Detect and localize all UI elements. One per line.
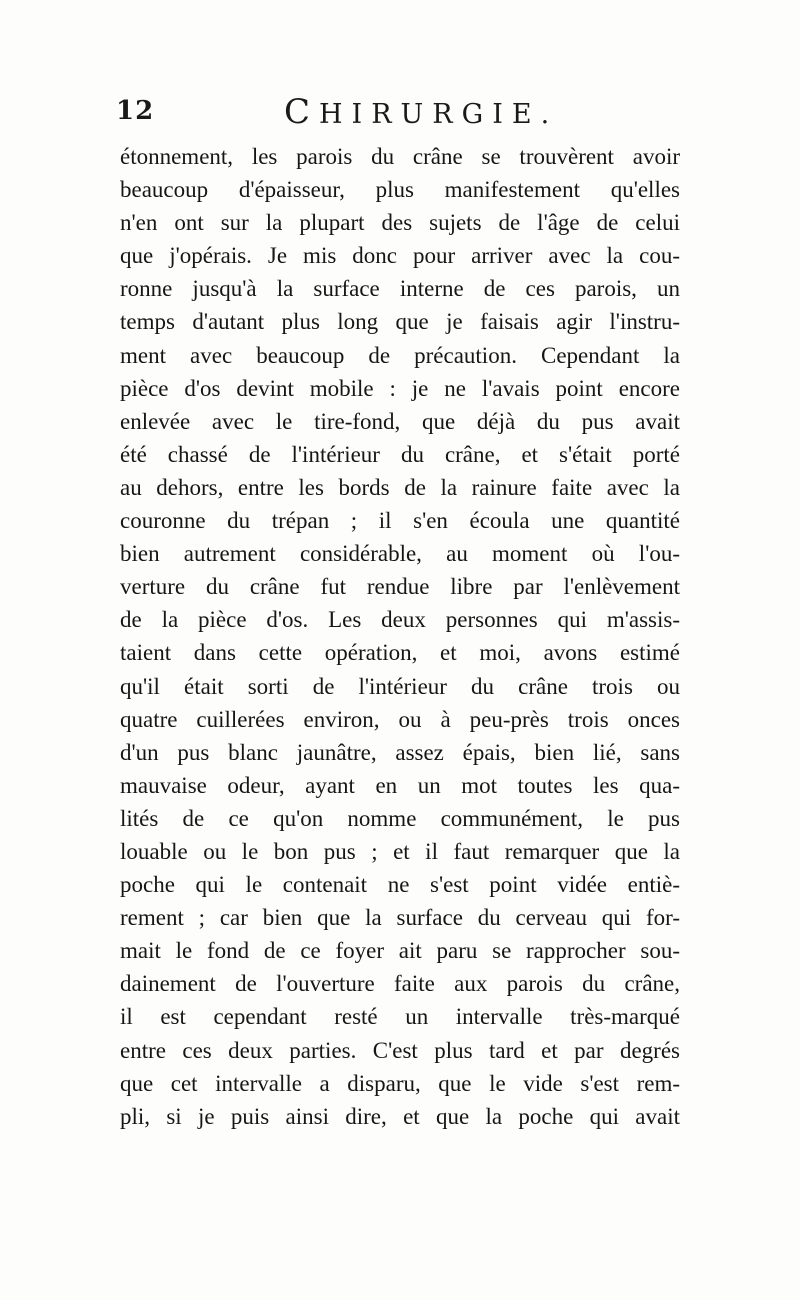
text-line: enlevée avec le tire-fond, que déjà du pus avait (120, 408, 680, 434)
text-line: quatre cuillerées environ, ou à peu-près trois onces (120, 706, 680, 732)
body-text (120, 140, 680, 1133)
text-line: qu'il était sorti de l'intérieur du crâne trois ou (120, 673, 680, 699)
text-line: rement ; car bien que la surface du cerveau qui for- (120, 905, 680, 931)
page-number: 12 (116, 96, 155, 126)
text-line: ronne jusqu'à la surface interne de ces parois, un (120, 276, 680, 302)
text-line: que j'opérais. Je mis donc pour arriver avec la cou- (120, 243, 680, 269)
text-line: il est cependant resté un intervalle très-marqué (120, 1004, 680, 1030)
text-line: mait le fond de ce foyer ait paru se rapprocher sou- (120, 938, 680, 964)
text-line: taient dans cette opération, et moi, avons estimé (120, 640, 680, 666)
text-line: de la pièce d'os. Les deux personnes qui m'assis- (120, 607, 680, 633)
running-title (284, 92, 558, 132)
text-line: au dehors, entre les bords de la rainure faite avec la (120, 474, 680, 500)
text-line: verture du crâne fut rendue libre par l'enlèvement (120, 574, 680, 600)
text-line: n'en ont sur la plupart des sujets de l'âge de celui (120, 210, 680, 236)
running-title-initial: C (284, 92, 320, 132)
page-header (116, 92, 676, 132)
text-line: temps d'autant plus long que je faisais agir l'instru- (120, 309, 680, 335)
text-line: pièce d'os devint mobile : je ne l'avais point encore (120, 375, 680, 401)
text-line: bien autrement considérable, au moment où l'ou- (120, 541, 680, 567)
text-line: pli, si je puis ainsi dire, et que la poche qui avait (120, 1103, 680, 1129)
running-title-rest: HIRURGIE. (319, 99, 559, 130)
text-line: lités de ce qu'on nomme communément, le pus (120, 805, 680, 831)
text-line: étonnement, les parois du crâne se trouvèrent avoir (120, 144, 680, 169)
text-line: couronne du trépan ; il s'en écoula une quantité (120, 508, 680, 534)
text-line: poche qui le contenait ne s'est point vidée entiè- (120, 872, 680, 898)
text-line: dainement de l'ouverture faite aux parois du crâne, (120, 971, 680, 997)
text-line: louable ou le bon pus ; et il faut remarquer que la (120, 838, 680, 864)
text-line: entre ces deux parties. C'est plus tard et par degrés (120, 1037, 680, 1063)
text-line: d'un pus blanc jaunâtre, assez épais, bien lié, sans (120, 739, 680, 765)
text-line: mauvaise odeur, ayant en un mot toutes les qua- (120, 772, 680, 798)
text-line: que cet intervalle a disparu, que le vide s'est rem- (120, 1070, 680, 1096)
text-line: beaucoup d'épaisseur, plus manifestement qu'elles (120, 177, 680, 203)
text-line: ment avec beaucoup de précaution. Cependant la (120, 342, 680, 368)
text-line: été chassé de l'intérieur du crâne, et s'était porté (120, 441, 680, 467)
